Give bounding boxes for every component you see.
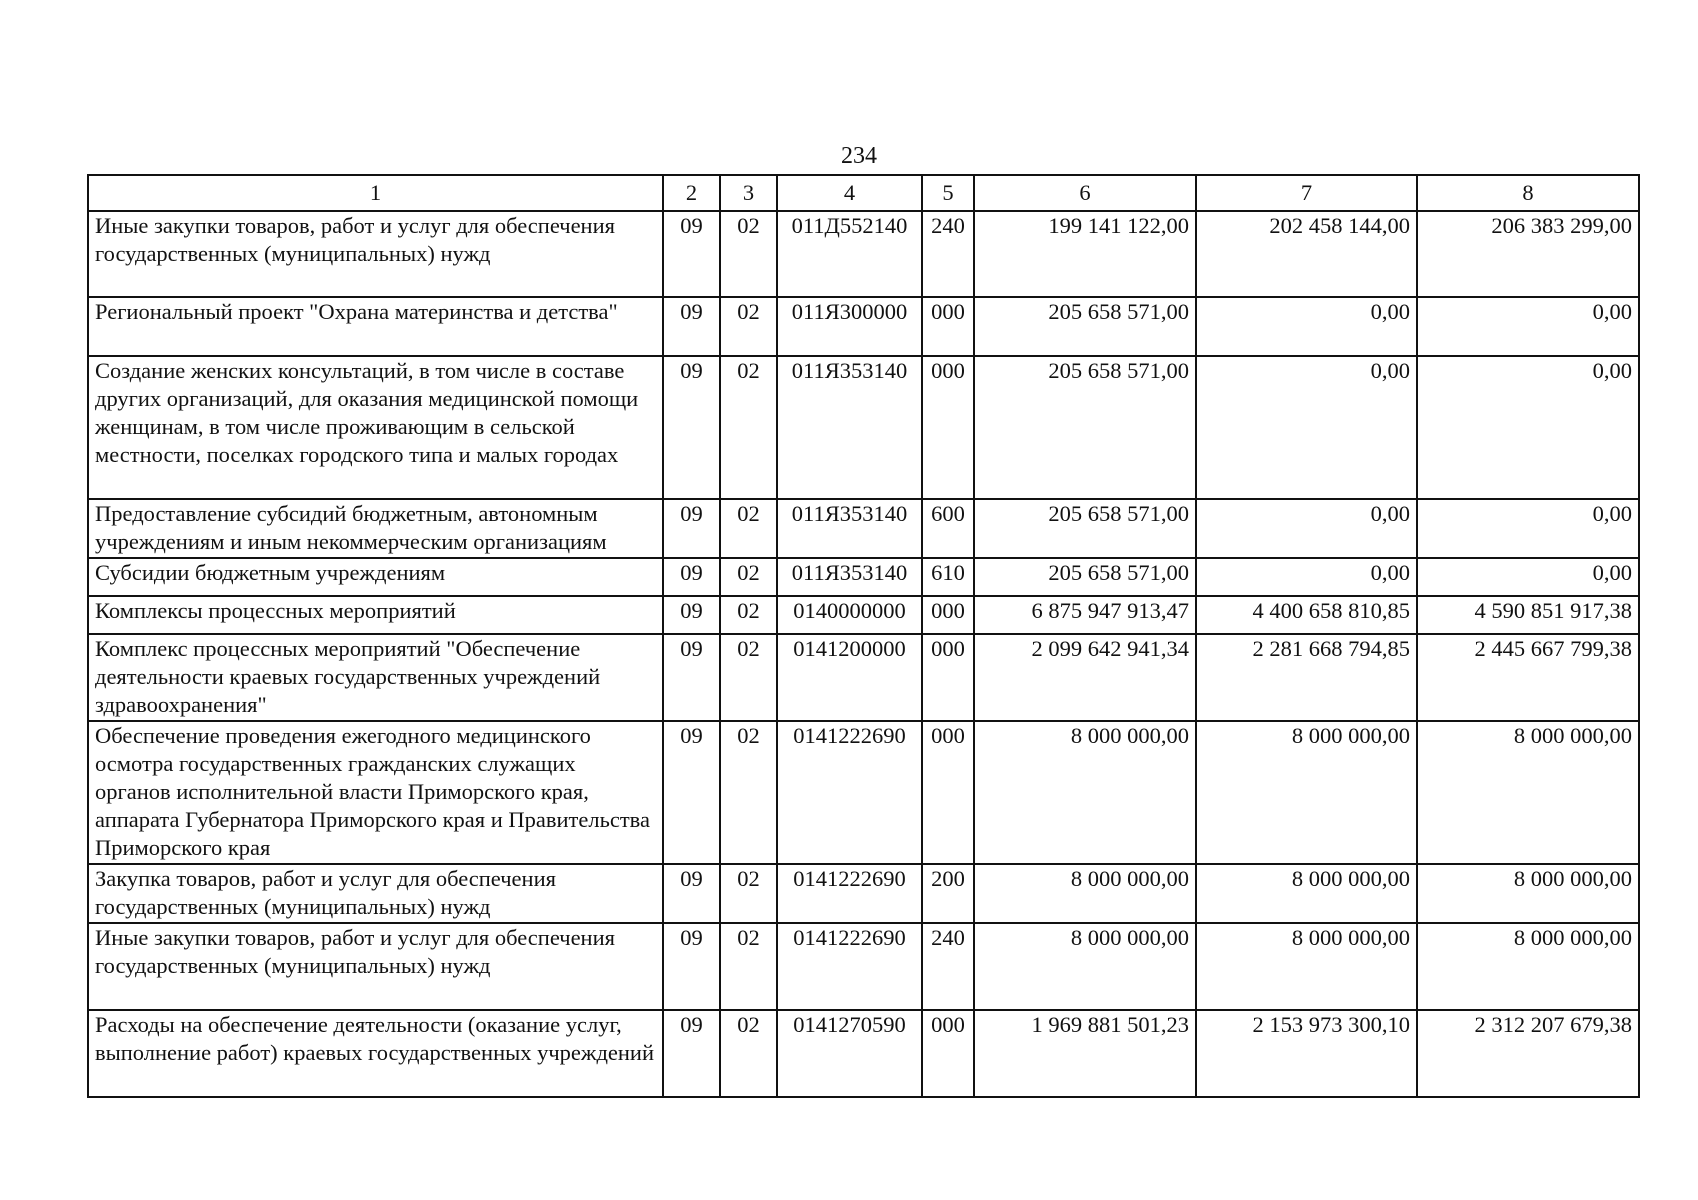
amount-col-6: 2 099 642 941,34	[974, 634, 1196, 721]
amount-col-8: 0,00	[1417, 297, 1639, 356]
expense-name: Предоставление субсидий бюджетным, автономным учреждениям и иным некоммерческим организациям	[88, 499, 663, 558]
table-row	[88, 356, 1639, 499]
header-cell-7: 7	[1196, 175, 1417, 211]
table-row	[88, 499, 1639, 558]
section-code: 09	[663, 211, 720, 297]
amount-col-8: 0,00	[1417, 499, 1639, 558]
target-article-code: 0141200000	[777, 634, 922, 721]
section-code: 09	[663, 356, 720, 499]
expense-name: Субсидии бюджетным учреждениям	[88, 558, 663, 596]
expense-name: Создание женских консультаций, в том числе в составе других организаций, для оказания медицинской помощи женщинам, в том числе проживающим в сельской местности, поселках городского типа и малых городах	[88, 356, 663, 499]
amount-col-6: 8 000 000,00	[974, 721, 1196, 864]
amount-col-8: 0,00	[1417, 356, 1639, 499]
expense-name: Обеспечение проведения ежегодного медицинского осмотра государственных гражданских служащих органов исполнительной власти Приморского края, аппарата Губернатора Приморского края и Правительства Приморского края	[88, 721, 663, 864]
header-row	[88, 175, 1639, 211]
expense-name: Комплекс процессных мероприятий "Обеспечение деятельности краевых государственных учреждений здравоохранения"	[88, 634, 663, 721]
amount-col-7: 0,00	[1196, 356, 1417, 499]
expense-type-code: 000	[922, 1010, 974, 1097]
subsection-code: 02	[720, 499, 777, 558]
amount-col-8: 2 312 207 679,38	[1417, 1010, 1639, 1097]
amount-col-7: 2 281 668 794,85	[1196, 634, 1417, 721]
section-code: 09	[663, 864, 720, 923]
expense-name: Региональный проект "Охрана материнства и детства"	[88, 297, 663, 356]
amount-col-7: 0,00	[1196, 499, 1417, 558]
expense-type-code: 000	[922, 356, 974, 499]
amount-col-7: 202 458 144,00	[1196, 211, 1417, 297]
expense-type-code: 000	[922, 596, 974, 634]
expense-type-code: 000	[922, 297, 974, 356]
target-article-code: 0141270590	[777, 1010, 922, 1097]
header-cell-8: 8	[1417, 175, 1639, 211]
amount-col-8: 8 000 000,00	[1417, 721, 1639, 864]
target-article-code: 0141222690	[777, 721, 922, 864]
table-row	[88, 211, 1639, 297]
expense-type-code: 000	[922, 721, 974, 864]
amount-col-7: 0,00	[1196, 558, 1417, 596]
target-article-code: 0141222690	[777, 923, 922, 1010]
amount-col-7: 4 400 658 810,85	[1196, 596, 1417, 634]
target-article-code: 011Я300000	[777, 297, 922, 356]
table-row	[88, 1010, 1639, 1097]
amount-col-6: 205 658 571,00	[974, 356, 1196, 499]
section-code: 09	[663, 297, 720, 356]
amount-col-7: 8 000 000,00	[1196, 721, 1417, 864]
table-row	[88, 596, 1639, 634]
amount-col-7: 8 000 000,00	[1196, 923, 1417, 1010]
expense-name: Расходы на обеспечение деятельности (оказание услуг, выполнение работ) краевых государственных учреждений	[88, 1010, 663, 1097]
table-row	[88, 923, 1639, 1010]
table-row	[88, 721, 1639, 864]
target-article-code: 011Я353140	[777, 558, 922, 596]
expense-type-code: 240	[922, 211, 974, 297]
section-code: 09	[663, 1010, 720, 1097]
amount-col-8: 2 445 667 799,38	[1417, 634, 1639, 721]
section-code: 09	[663, 923, 720, 1010]
page-number: 234	[841, 143, 877, 169]
target-article-code: 0141222690	[777, 864, 922, 923]
subsection-code: 02	[720, 634, 777, 721]
expense-name: Иные закупки товаров, работ и услуг для обеспечения государственных (муниципальных) нужд	[88, 923, 663, 1010]
section-code: 09	[663, 596, 720, 634]
header-cell-5: 5	[922, 175, 974, 211]
section-code: 09	[663, 499, 720, 558]
subsection-code: 02	[720, 558, 777, 596]
section-code: 09	[663, 721, 720, 864]
amount-col-6: 199 141 122,00	[974, 211, 1196, 297]
subsection-code: 02	[720, 211, 777, 297]
subsection-code: 02	[720, 297, 777, 356]
subsection-code: 02	[720, 596, 777, 634]
target-article-code: 011Д552140	[777, 211, 922, 297]
section-code: 09	[663, 558, 720, 596]
target-article-code: 0140000000	[777, 596, 922, 634]
expense-name: Закупка товаров, работ и услуг для обеспечения государственных (муниципальных) нужд	[88, 864, 663, 923]
expense-name: Комплексы процессных мероприятий	[88, 596, 663, 634]
budget-table	[87, 174, 1640, 1098]
target-article-code: 011Я353140	[777, 499, 922, 558]
amount-col-6: 8 000 000,00	[974, 923, 1196, 1010]
amount-col-8: 8 000 000,00	[1417, 923, 1639, 1010]
amount-col-8: 0,00	[1417, 558, 1639, 596]
subsection-code: 02	[720, 1010, 777, 1097]
expense-type-code: 000	[922, 634, 974, 721]
header-cell-6: 6	[974, 175, 1196, 211]
subsection-code: 02	[720, 923, 777, 1010]
amount-col-6: 6 875 947 913,47	[974, 596, 1196, 634]
amount-col-7: 2 153 973 300,10	[1196, 1010, 1417, 1097]
expense-name: Иные закупки товаров, работ и услуг для обеспечения государственных (муниципальных) нужд	[88, 211, 663, 297]
amount-col-6: 1 969 881 501,23	[974, 1010, 1196, 1097]
amount-col-6: 205 658 571,00	[974, 558, 1196, 596]
table-row	[88, 634, 1639, 721]
table-row	[88, 558, 1639, 596]
subsection-code: 02	[720, 356, 777, 499]
subsection-code: 02	[720, 864, 777, 923]
table-row	[88, 864, 1639, 923]
expense-type-code: 240	[922, 923, 974, 1010]
target-article-code: 011Я353140	[777, 356, 922, 499]
table-row	[88, 297, 1639, 356]
header-cell-3: 3	[720, 175, 777, 211]
amount-col-6: 205 658 571,00	[974, 499, 1196, 558]
amount-col-6: 8 000 000,00	[974, 864, 1196, 923]
subsection-code: 02	[720, 721, 777, 864]
header-cell-4: 4	[777, 175, 922, 211]
amount-col-6: 205 658 571,00	[974, 297, 1196, 356]
amount-col-8: 4 590 851 917,38	[1417, 596, 1639, 634]
expense-type-code: 610	[922, 558, 974, 596]
expense-type-code: 600	[922, 499, 974, 558]
amount-col-8: 206 383 299,00	[1417, 211, 1639, 297]
header-cell-1: 1	[88, 175, 663, 211]
section-code: 09	[663, 634, 720, 721]
header-cell-2: 2	[663, 175, 720, 211]
amount-col-7: 8 000 000,00	[1196, 864, 1417, 923]
amount-col-7: 0,00	[1196, 297, 1417, 356]
expense-type-code: 200	[922, 864, 974, 923]
amount-col-8: 8 000 000,00	[1417, 864, 1639, 923]
